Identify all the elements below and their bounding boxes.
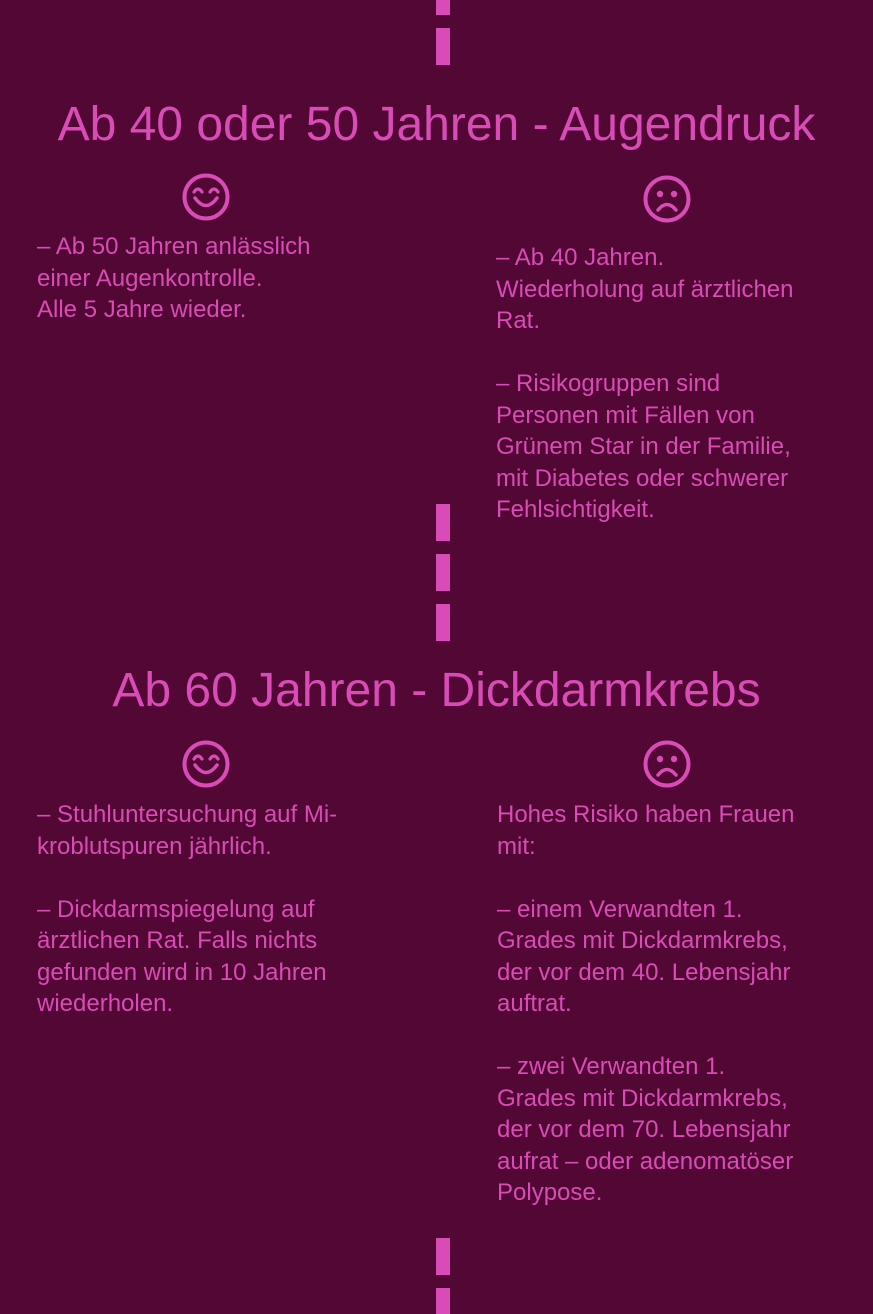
left-text-block: – Ab 50 Jahren anlässlich einer Augenkontrolle. Alle 5 Jahre wieder. bbox=[37, 233, 311, 323]
timeline-dash bbox=[436, 554, 450, 591]
section-title: Ab 60 Jahren - Dickdarmkrebs bbox=[112, 664, 761, 717]
right-text-block: – Ab 40 Jahren. Wiederholung auf ärztlichen Rat. – Risikogruppen sind Personen mit Fällen von Grünem Star in der Familie, mit Diabetes oder schwerer Fehlsichtigkeit. bbox=[496, 244, 794, 523]
right-text-block: Hohes Risiko haben Frauen mit: – einem Verwandten 1. Grades mit Dickdarmkrebs, der vor dem 40. Lebensjahr auftrat. – zwei Verwandten 1. Grades mit Dickdarmkrebs, der vor dem 70. Lebensjahr aufrat – oder adenomatöser Polypose. bbox=[497, 801, 795, 1206]
timeline-dash bbox=[436, 28, 450, 65]
section-title: Ab 40 oder 50 Jahren - Augendruck bbox=[57, 98, 816, 151]
sad-face-icon bbox=[642, 174, 692, 224]
sad-face-icon bbox=[642, 739, 692, 789]
happy-face-icon bbox=[181, 172, 231, 222]
timeline-dash bbox=[436, 504, 450, 541]
timeline-dash bbox=[436, 1288, 450, 1314]
timeline-dash bbox=[436, 1238, 450, 1275]
timeline-dash bbox=[436, 604, 450, 641]
timeline-dash bbox=[436, 0, 450, 15]
happy-face-icon bbox=[181, 739, 231, 789]
left-text-block: – Stuhluntersuchung auf Mi- kroblutspuren jährlich. – Dickdarmspiegelung auf ärztlichen Rat. Falls nichts gefunden wird in 10 Jahren wiederholen. bbox=[37, 801, 338, 1017]
